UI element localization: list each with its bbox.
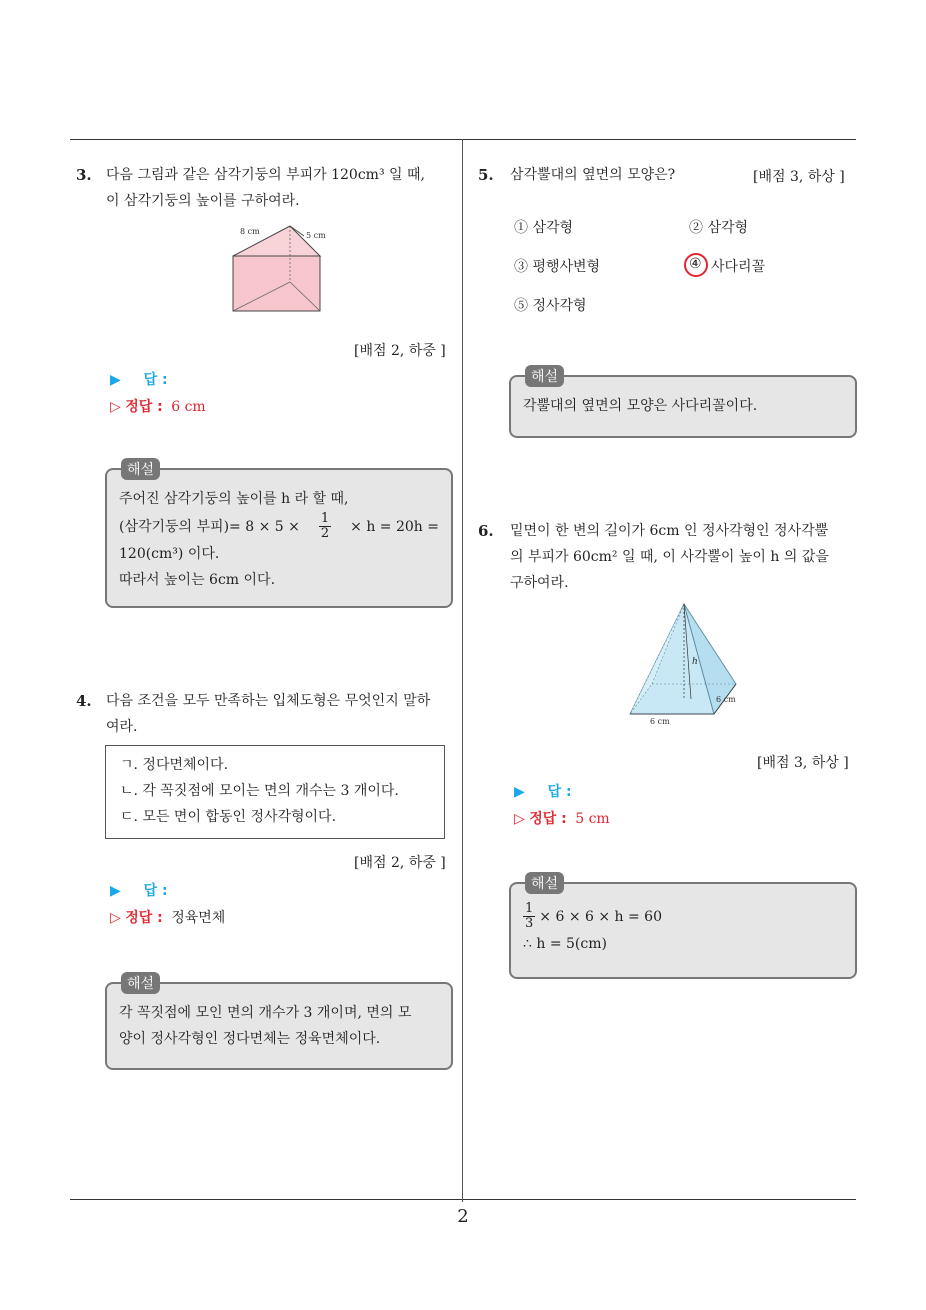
play-triangle-icon: ▶ xyxy=(110,372,121,388)
q6-explanation-box xyxy=(509,876,857,979)
q3-correct-line xyxy=(110,396,206,416)
bottom-rule xyxy=(70,1199,856,1200)
q4-explanation-box xyxy=(105,976,453,1070)
q6-line2: 의 부피가 60cm² 일 때, 이 사각뿔이 높이 h 의 값을 xyxy=(510,549,829,565)
column-divider xyxy=(462,139,463,1202)
q6-correct-value: 5 cm xyxy=(575,811,610,827)
square-pyramid-figure xyxy=(624,600,748,728)
q3-number: 3. xyxy=(76,166,92,184)
q4-conditions-box xyxy=(105,745,445,839)
q3-explanation-tag: 해설 xyxy=(121,458,160,480)
q5-option-5[interactable]: ⑤ 정사각형 xyxy=(514,298,587,314)
q3-correct-value: 6 cm xyxy=(171,399,206,415)
q3-exp-line2a: (삼각기둥의 부피)= 8 × 5 × xyxy=(119,518,300,535)
q6-exp-frac-den: 3 xyxy=(525,916,534,931)
q3-exp-fraction xyxy=(319,512,331,541)
q6-exp-line1-text: × 6 × 6 × h = 60 xyxy=(539,908,662,925)
q5-text: 삼각뿔대의 옆면의 모양은? xyxy=(510,167,676,183)
q5-explanation-tag: 해설 xyxy=(525,365,564,387)
q4-condition-1: ㄱ. 정다면체이다. xyxy=(120,757,229,773)
q4-explanation-tag: 해설 xyxy=(121,972,160,994)
q4-exp-line1: 각 꼭짓점에 모인 면의 개수가 3 개이며, 면의 모 xyxy=(119,1005,412,1021)
q6-score: [배점 3, 하상 ] xyxy=(757,755,849,771)
q5-option-1[interactable]: ① 삼각형 xyxy=(514,220,574,236)
q3-line1: 다음 그림과 같은 삼각기둥의 부피가 120cm³ 일 때, xyxy=(106,167,425,183)
q3-score: [배점 2, 하중 ] xyxy=(354,343,446,359)
q3-line2: 이 삼각기둥의 높이를 구하여라. xyxy=(106,193,300,209)
q5-exp-line1: 각뿔대의 옆면의 모양은 사다리꼴이다. xyxy=(523,398,758,414)
q6-exp-line2: ∴ h = 5(cm) xyxy=(523,936,607,952)
q4-correct-label: 정답 : xyxy=(125,910,163,926)
outline-triangle-icon: ▷ xyxy=(110,910,121,926)
q4-answer-label: 답 : xyxy=(143,883,168,899)
q3-correct-label: 정답 : xyxy=(125,399,163,415)
triangular-prism-figure xyxy=(224,222,334,314)
q3-fig-label-a: 8 cm xyxy=(240,227,260,236)
q4-exp-line2: 양이 정사각형인 정다면체는 정육면체이다. xyxy=(119,1031,381,1047)
q3-exp-line4: 따라서 높이는 6cm 이다. xyxy=(119,572,276,588)
q3-text xyxy=(106,162,456,214)
q6-explanation-tag: 해설 xyxy=(525,872,564,894)
top-rule xyxy=(70,139,856,140)
q6-exp-line1 xyxy=(523,902,843,931)
q3-exp-frac-num: 1 xyxy=(320,511,330,526)
q6-fig-h: h xyxy=(692,657,698,667)
page-number: 2 xyxy=(457,1206,469,1227)
q4-correct-value: 정육면체 xyxy=(171,910,226,926)
q5-option-2[interactable]: ② 삼각형 xyxy=(689,220,749,236)
q4-score: [배점 2, 하중 ] xyxy=(354,855,446,871)
q4-answer-line[interactable] xyxy=(110,880,168,900)
q6-correct-label: 정답 : xyxy=(529,811,567,827)
q4-correct-line xyxy=(110,907,225,927)
q4-line1: 다음 조건을 모두 만족하는 입체도형은 무엇인지 말하 xyxy=(106,693,431,709)
q5-option-4-number[interactable]: ④ xyxy=(689,256,702,272)
q4-condition-2: ㄴ. 각 꼭짓점에 모이는 면의 개수는 3 개이다. xyxy=(120,783,399,799)
q3-exp-frac-den: 2 xyxy=(320,526,330,541)
q5-score: [배점 3, 하상 ] xyxy=(753,169,845,185)
q3-exp-line1: 주어진 삼각기둥의 높이를 h 라 할 때, xyxy=(119,491,349,507)
q6-fig-label-b: 6 cm xyxy=(650,717,670,726)
q6-line1: 밑면이 한 변의 길이가 6cm 인 정사각형인 정사각뿔 xyxy=(510,523,829,539)
q3-fig-label-b: 5 cm xyxy=(306,231,326,240)
q4-number: 4. xyxy=(76,692,92,710)
q3-explanation-box xyxy=(105,462,453,608)
outline-triangle-icon: ▷ xyxy=(514,811,525,827)
q4-condition-3: ㄷ. 모든 면이 합동인 정사각형이다. xyxy=(120,809,337,825)
q6-line3: 구하여라. xyxy=(510,575,569,591)
q5-option-3[interactable]: ③ 평행사변형 xyxy=(514,259,601,275)
play-triangle-icon: ▶ xyxy=(514,784,525,800)
q6-text xyxy=(510,518,858,596)
q5-option-4-text[interactable]: 사다리꼴 xyxy=(711,259,766,275)
q3-exp-line3: 120(cm³) 이다. xyxy=(119,546,220,562)
q5-number: 5. xyxy=(478,166,494,184)
q6-fig-label-a: 6 cm xyxy=(716,695,736,704)
q5-explanation-box xyxy=(509,369,857,438)
q6-exp-frac-num: 1 xyxy=(525,901,534,916)
q4-line2: 여라. xyxy=(106,719,138,735)
q3-answer-label: 답 : xyxy=(143,372,168,388)
q4-text xyxy=(106,688,456,740)
play-triangle-icon: ▶ xyxy=(110,883,121,899)
q6-answer-label: 답 : xyxy=(547,784,572,800)
q6-exp-fraction xyxy=(523,902,535,931)
q3-answer-line[interactable] xyxy=(110,369,168,389)
q6-number: 6. xyxy=(478,522,494,540)
q3-exp-line2b: × h = 20h = xyxy=(350,518,439,535)
q6-answer-line[interactable] xyxy=(514,781,572,801)
q6-correct-line xyxy=(514,808,610,828)
outline-triangle-icon: ▷ xyxy=(110,399,121,415)
q3-exp-line2 xyxy=(119,512,439,541)
